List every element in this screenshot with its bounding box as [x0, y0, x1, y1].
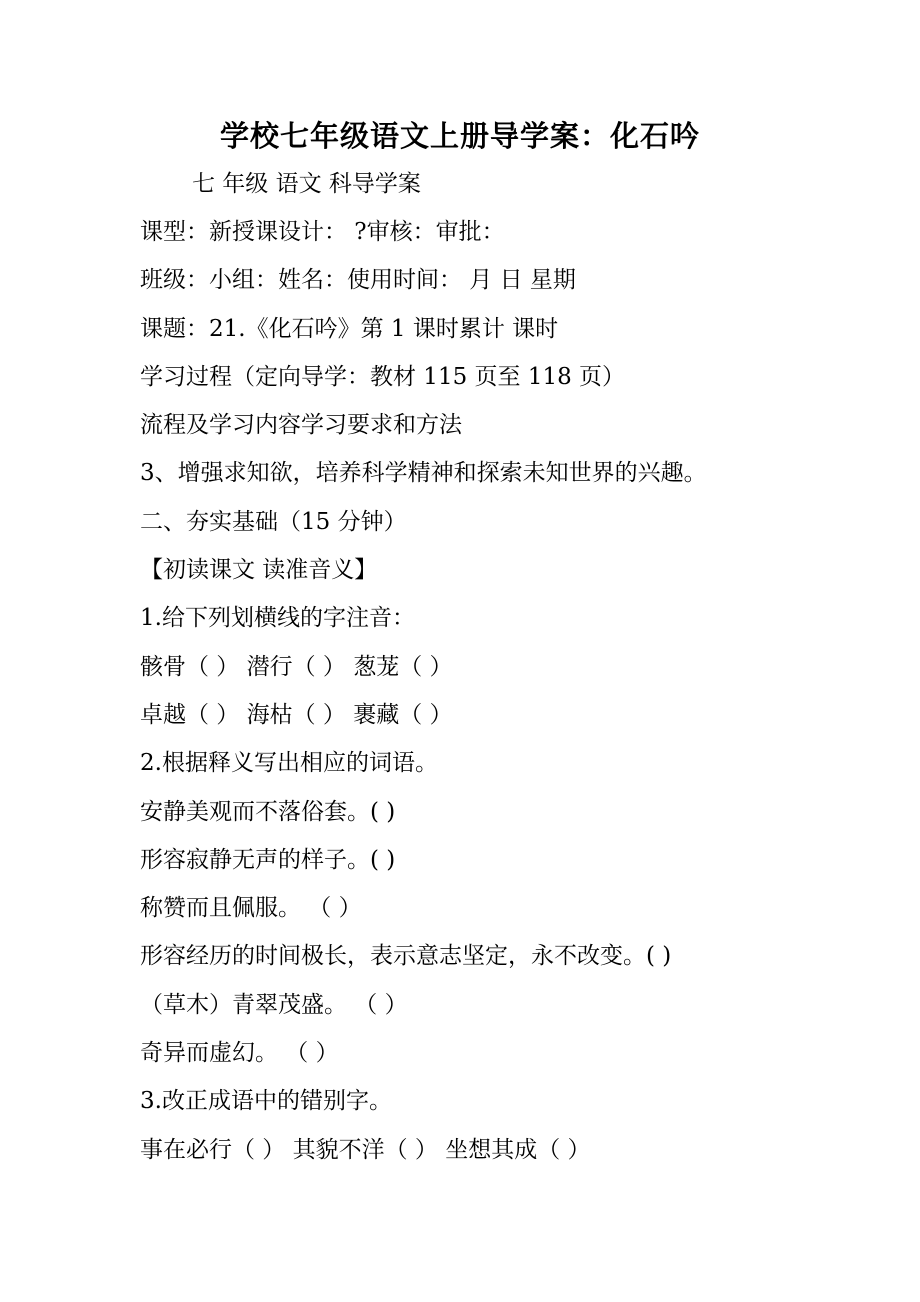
document-body	[140, 210, 910, 1176]
document-title: 学校七年级语文上册导学案：化石吟	[219, 119, 700, 153]
definition-item: 奇异而虚幻。 （ ）	[140, 1040, 339, 1067]
definition-item: 形容经历的时间极长，表示意志坚定，永不改变。( )	[140, 943, 672, 970]
course-type-line: 课型：新授课设计： ?审核：审批：	[140, 219, 505, 245]
document-subtitle: 七 年级 语文 科导学案	[192, 171, 421, 197]
definition-item: 称赞而且佩服。 （ ）	[140, 895, 362, 922]
objective-line: 3、增强求知欲，培养科学精神和探索未知世界的兴趣。	[140, 460, 707, 487]
question-2: 2.根据释义写出相应的词语。	[140, 750, 438, 777]
process-header-line: 流程及学习内容学习要求和方法	[140, 412, 462, 439]
definition-item: （草木）青翠茂盛。 （ ）	[140, 991, 408, 1018]
idiom-correction-row: 事在必行（ ） 其貌不洋（ ） 坐想其成（ ）	[140, 1136, 591, 1163]
definition-item: 形容寂静无声的样子。( )	[140, 846, 396, 873]
question-3: 3.改正成语中的错别字。	[140, 1088, 392, 1115]
learning-process-line: 学习过程（定向导学：教材 115 页至 118 页）	[140, 363, 626, 390]
lesson-topic-line: 课题：21.《化石吟》第 1 课时累计 课时	[140, 315, 559, 342]
subsection-heading: 【初读课文 读准音义】	[140, 557, 378, 584]
section-heading: 二、夯实基础（15 分钟）	[140, 508, 407, 535]
class-info-line: 班级：小组：姓名：使用时间： 月 日 星期	[140, 267, 576, 294]
pinyin-row-1: 骸骨（ ） 潜行（ ） 葱茏（ ）	[140, 653, 453, 680]
pinyin-row-2: 卓越（ ） 海枯（ ） 裹藏（ ）	[140, 701, 453, 728]
definition-item: 安静美观而不落俗套。( )	[140, 798, 396, 825]
question-1: 1.给下列划横线的字注音：	[140, 605, 415, 632]
